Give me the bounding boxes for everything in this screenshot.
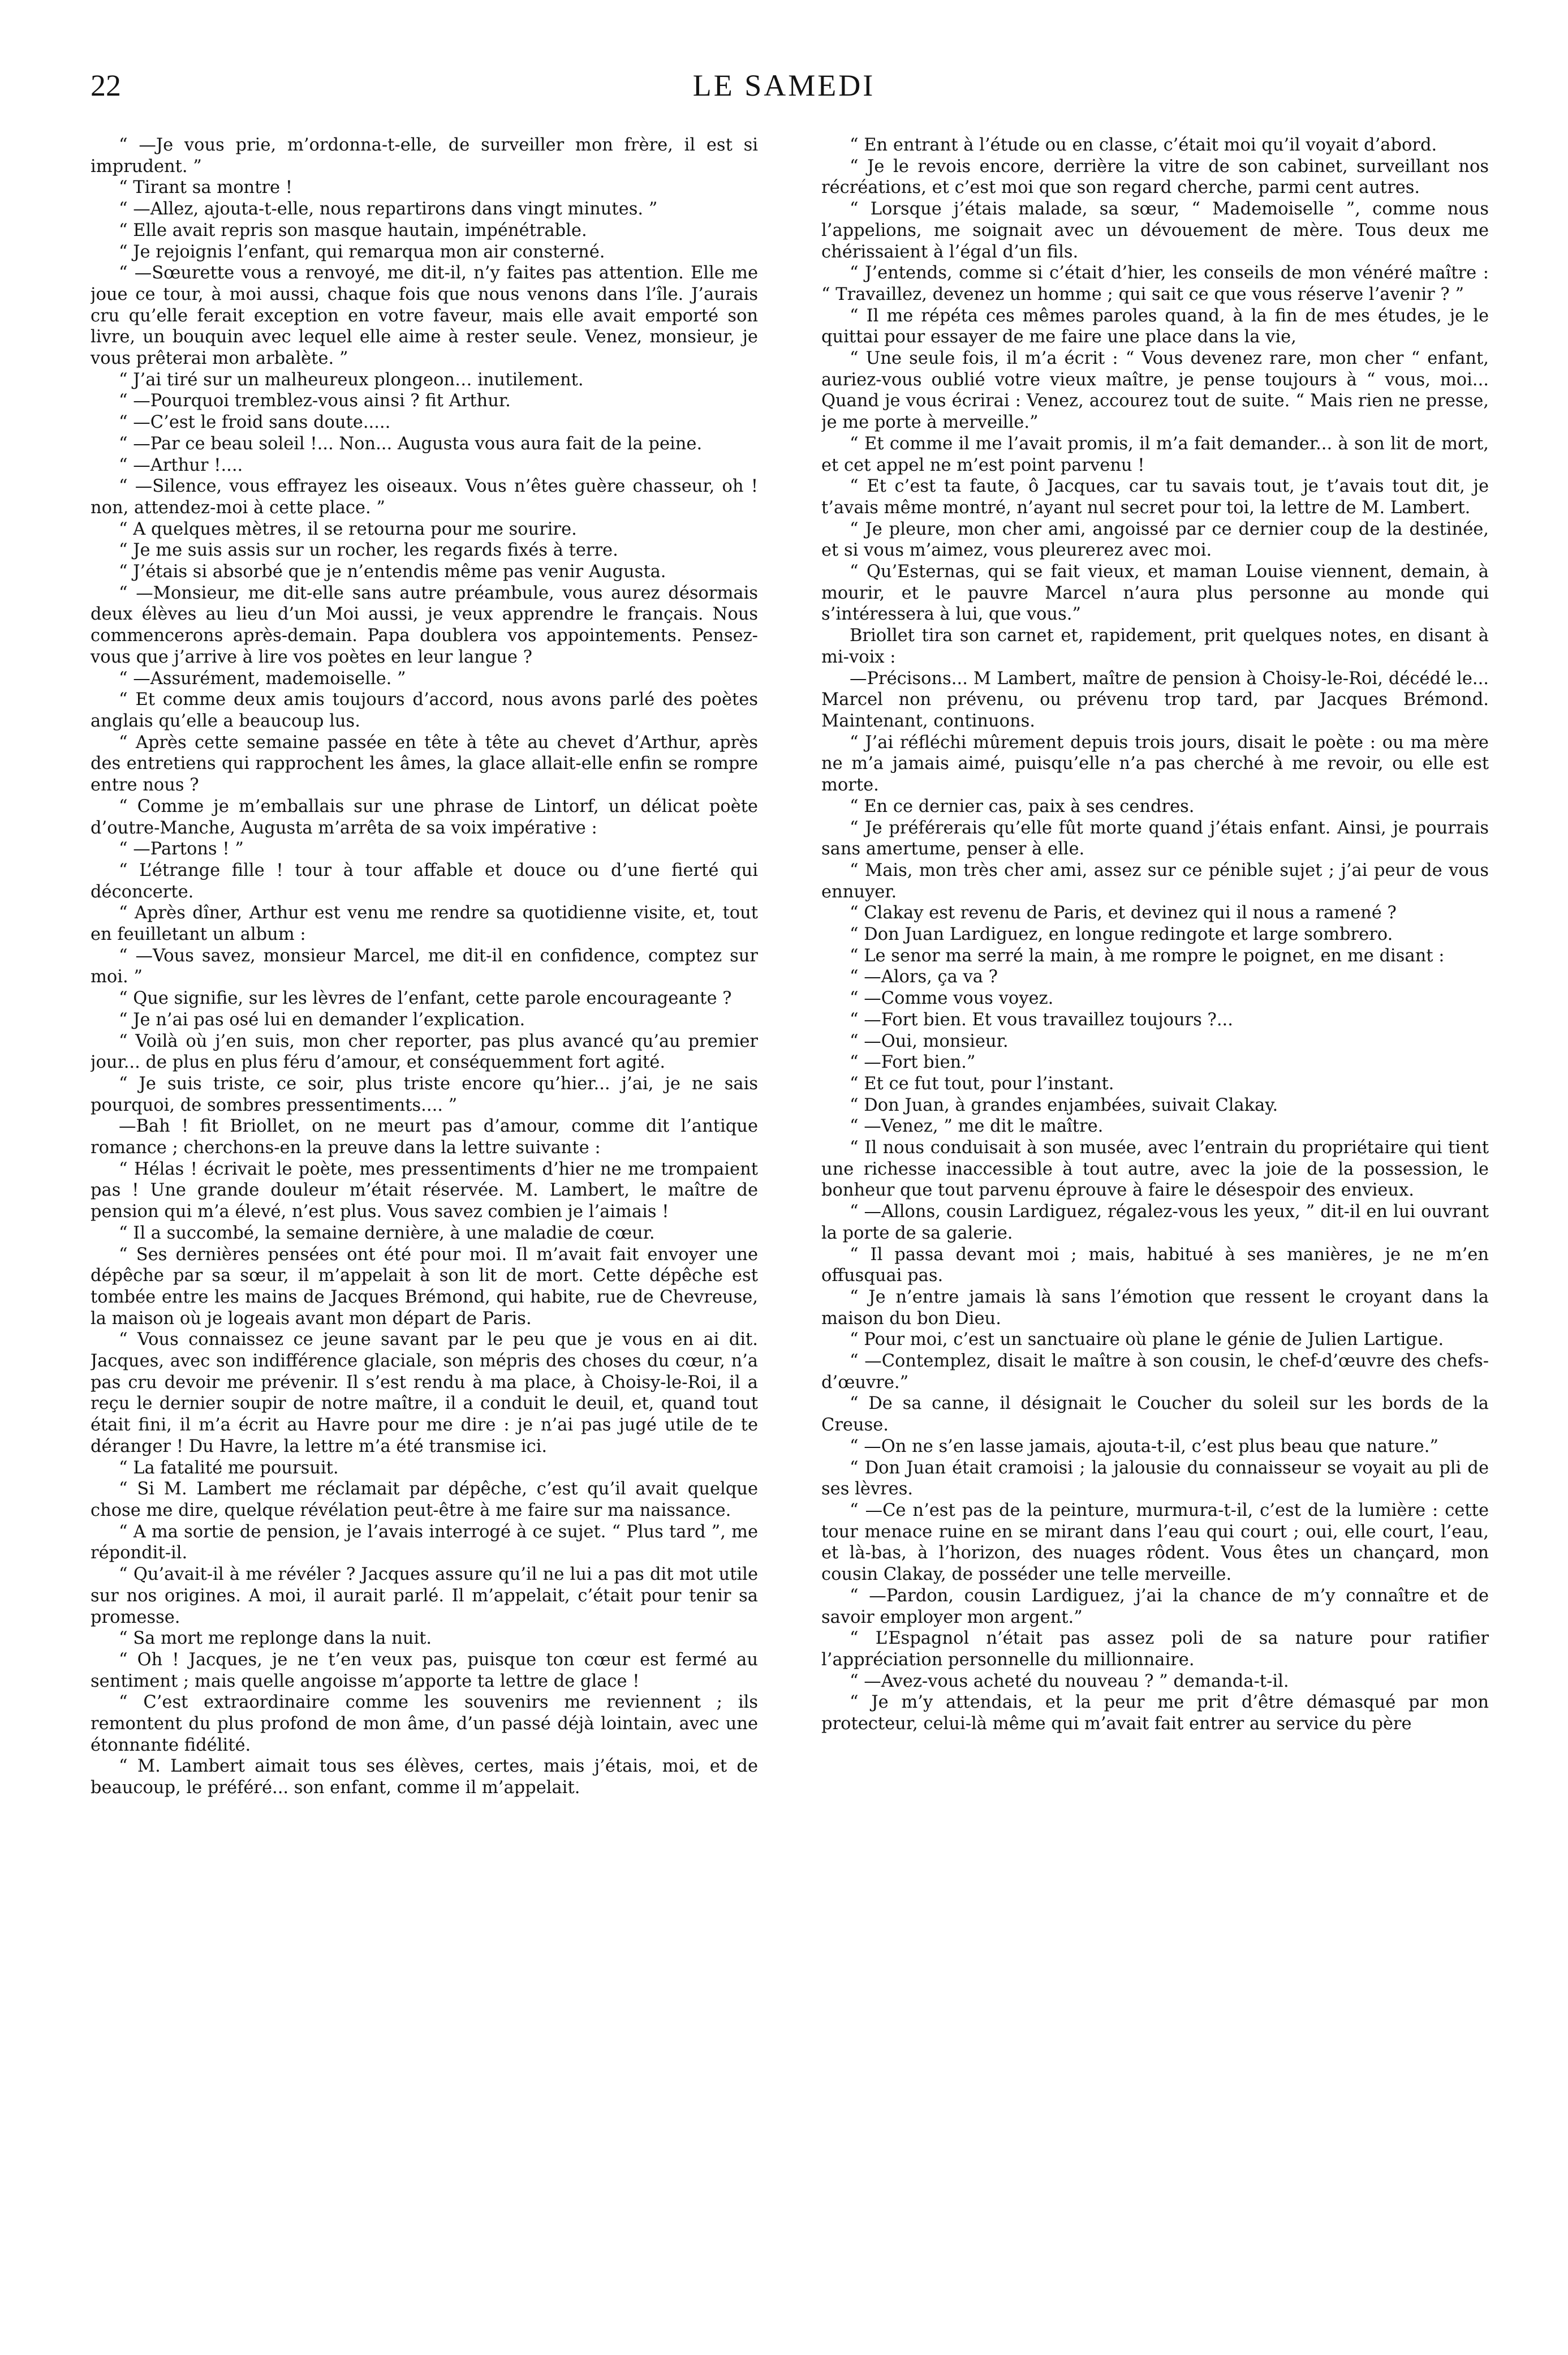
paragraph: “ Il nous conduisait à son musée, avec l’entrain du propriétaire qui tient une richesse inaccessible à tout autre, avec la joie de la possession, le bonheur que tout parvenu éprouve à faire le désespoir des envieux. bbox=[821, 1138, 1489, 1201]
paragraph: Briollet tira son carnet et, rapidement, prit quelques notes, en disant à mi-voix : bbox=[821, 626, 1489, 667]
paragraph: “ Je pleure, mon cher ami, angoissé par ce dernier coup de la destinée, et si vous m’aimez, vous pleurerez avec moi. bbox=[821, 519, 1489, 561]
paragraph: “ Après dîner, Arthur est venu me rendre sa quotidienne visite, et, tout en feuilletant un album : bbox=[91, 903, 758, 945]
paragraph: “ L’Espagnol n’était pas assez poli de sa nature pour ratifier l’appréciation personnelle du millionnaire. bbox=[821, 1628, 1489, 1670]
paragraph: “ Comme je m’emballais sur une phrase de Lintorf, un délicat poète d’outre-Manche, Augusta m’arrêta de sa voix impérative : bbox=[91, 796, 758, 838]
paragraph: “ J’entends, comme si c’était d’hier, les conseils de mon vénéré maître : “ Travaillez, devenez un homme ; qui sait ce que vous réserve l’avenir ? ” bbox=[821, 263, 1489, 304]
paragraph: “ Je préférerais qu’elle fût morte quand j’étais enfant. Ainsi, je pourrais sans amertume, penser à elle. bbox=[821, 818, 1489, 860]
paragraph: “ —Silence, vous effrayez les oiseaux. Vous n’êtes guère chasseur, oh ! non, attendez-moi à cette place. ” bbox=[91, 476, 758, 518]
paragraph: “ Et ce fut tout, pour l’instant. bbox=[850, 1073, 1114, 1094]
paragraph: “ Et comme deux amis toujours d’accord, nous avons parlé des poètes anglais qu’elle a beaucoup lus. bbox=[91, 690, 758, 731]
paragraph: “ A ma sortie de pension, je l’avais interrogé à ce sujet. “ Plus tard ”, me répondit-il. bbox=[91, 1522, 758, 1563]
paragraph: “ Après cette semaine passée en tête à tête au chevet d’Arthur, après des entretiens qui rapprochent les âmes, la glace allait-elle enfin se rompre entre nous ? bbox=[91, 732, 758, 796]
paragraph: “ Oh ! Jacques, je ne t’en veux pas, puisque ton cœur est fermé au sentiment ; mais quelle angoisse m’apporte ta lettre de glace ! bbox=[91, 1649, 758, 1691]
paragraph: “ Elle avait repris son masque hautain, impénétrable. bbox=[119, 220, 587, 240]
paragraph: —Bah ! fit Briollet, on ne meurt pas d’amour, comme dit l’antique romance ; cherchons-en la preuve dans la lettre suivante : bbox=[91, 1116, 758, 1158]
paragraph: “ En ce dernier cas, paix à ses cendres. bbox=[850, 796, 1195, 816]
paragraph: “ Je me suis assis sur un rocher, les regards fixés à terre. bbox=[119, 540, 618, 561]
paragraph: “ Et comme il me l’avait promis, il m’a fait demander... à son lit de mort, et cet appel ne m’est point parvenu ! bbox=[821, 433, 1489, 475]
paragraph: “ —Assurément, mademoiselle. ” bbox=[119, 668, 406, 689]
paragraph: “ —Vous savez, monsieur Marcel, me dit-il en confidence, comptez sur moi. ” bbox=[91, 946, 758, 987]
paragraph: “ —Sœurette vous a renvoyé, me dit-il, n’y faites pas attention. Elle me joue ce tour, à moi aussi, chaque fois que nous venons dans l’île. J’aurais cru qu’elle ferait exception en votre faveur, mais elle avait emporté son livre, un bouquin avec lequel elle aime à rester seule. Venez, monsieur, je vous prêterai mon arbalète. ” bbox=[91, 263, 758, 369]
paragraph: “ J’ai tiré sur un malheureux plongeon… inutilement. bbox=[119, 369, 584, 390]
right-column bbox=[821, 135, 1489, 2319]
paragraph: “ —Pourquoi tremblez-vous ainsi ? fit Arthur. bbox=[119, 391, 511, 411]
paragraph: “ Il passa devant moi ; mais, habitué à ses manières, je ne m’en offusquai pas. bbox=[821, 1244, 1489, 1286]
paragraph: “ Je suis triste, ce soir, plus triste encore qu’hier... j’ai, je ne sais pourquoi, de sombres pressentiments.... ” bbox=[91, 1073, 758, 1115]
paragraph: “ Une seule fois, il m’a écrit : “ Vous devenez rare, mon cher “ enfant, auriez-vous oublié votre vieux maître, je pense toujours à “ vous, moi... Quand je vous écrirai : Venez, accourez tout de suite. “ Mais rien ne presse, je me porte à merveille.” bbox=[821, 349, 1489, 433]
paragraph: “ A quelques mètres, il se retourna pour me sourire. bbox=[119, 519, 577, 539]
paragraph: “ —Oui, monsieur. bbox=[850, 1031, 1009, 1051]
paragraph: “ —Partons ! ” bbox=[119, 839, 244, 860]
paragraph: “ Je n’entre jamais là sans l’émotion que ressent le croyant dans la maison du bon Dieu. bbox=[821, 1287, 1489, 1329]
paragraph: “ Tirant sa montre ! bbox=[119, 178, 293, 198]
paragraph: “ Et c’est ta faute, ô Jacques, car tu savais tout, je t’avais tout dit, je t’avais même montré, n’ayant nul secret pour toi, la lettre de M. Lambert. bbox=[821, 476, 1489, 518]
paragraph: “ Mais, mon très cher ami, assez sur ce pénible sujet ; j’ai peur de vous ennuyer. bbox=[821, 860, 1489, 902]
paragraph: “ De sa canne, il désignait le Coucher du soleil sur les bords de la Creuse. bbox=[821, 1394, 1489, 1436]
paragraph: “ Qu’avait-il à me révéler ? Jacques assure qu’il ne lui a pas dit mot utile sur nos origines. A moi, il aurait parlé. Il m’appelait, c’était pour tenir sa promesse. bbox=[91, 1565, 758, 1627]
paragraph: “ Le senor ma serré la main, à me rompre le poignet, en me disant : bbox=[850, 946, 1445, 966]
paragraph: “ Que signifie, sur les lèvres de l’enfant, cette parole encourageante ? bbox=[119, 989, 732, 1009]
paragraph: “ —Arthur !.... bbox=[119, 455, 243, 475]
paragraph: “ Il a succombé, la semaine dernière, à une maladie de cœur. bbox=[119, 1223, 655, 1243]
paragraph: “ —Pardon, cousin Lardiguez, j’ai la chance de m’y connaître et de savoir employer mon argent.” bbox=[821, 1585, 1489, 1627]
left-column bbox=[91, 135, 758, 2319]
paragraph: “ Qu’Esternas, qui se fait vieux, et maman Louise viennent, demain, à mourir, et le pauvre Marcel n’aura plus personne au monde qui s’intéressera à lui, que vous.” bbox=[821, 562, 1489, 625]
paragraph: “ Vous connaissez ce jeune savant par le peu que je vous en ai dit. Jacques, avec son indifférence glaciale, son mépris des choses du cœur, n’a pas cru devoir me prévenir. Il s’est rendu à ma place, à Choisy-le-Roi, il a reçu le dernier soupir de notre maître, il a conduit le deuil, et, quand tout était fini, il m’a écrit au Havre pour me dire : je n’ai pas jugé utile de te déranger ! Du Havre, la lettre m’a été transmise ici. bbox=[91, 1330, 758, 1456]
paragraph: “ Ses dernières pensées ont été pour moi. Il m’avait fait envoyer une dépêche par sa sœur, il m’appelait à son lit de mort. Cette dépêche est tombée entre les mains de Jacques Brémond, qui habite, rue de Chevreuse, la maison où je logeais avant mon départ de Paris. bbox=[91, 1244, 758, 1329]
paragraph: “ Je m’y attendais, et la peur me prit d’être démasqué par mon protecteur, celui-là même qui m’avait fait entrer au service du père bbox=[821, 1692, 1489, 1734]
paragraph: “ —Je vous prie, m’ordonna-t-elle, de surveiller mon frère, il est si imprudent. ” bbox=[91, 135, 758, 177]
paragraph: “ —Avez-vous acheté du nouveau ? ” demanda-t-il. bbox=[850, 1671, 1289, 1691]
paragraph: “ Voilà où j’en suis, mon cher reporter, pas plus avancé qu’au premier jour... de plus en plus féru d’amour, et conséquemment fort agité. bbox=[91, 1031, 758, 1073]
paragraph: “ M. Lambert aimait tous ses élèves, certes, mais j’étais, moi, et de beaucoup, le préféré... son enfant, comme il m’appelait. bbox=[91, 1756, 758, 1798]
paragraph: “ —Fort bien. Et vous travaillez toujours ?... bbox=[850, 1009, 1233, 1030]
paragraph: “ J’étais si absorbé que je n’entendis même pas venir Augusta. bbox=[119, 562, 666, 582]
paragraph: “ Hélas ! écrivait le poète, mes pressentiments d’hier ne me trompaient pas ! Une grande douleur m’était réservée. M. Lambert, le maître de pension qui m’a élevé, n’est plus. Vous savez combien je l’aimais ! bbox=[91, 1159, 758, 1222]
page-number: 22 bbox=[91, 68, 121, 102]
paragraph: “ —Monsieur, me dit-elle sans autre préambule, vous aurez désormais deux élèves au lieu d’un Moi aussi, je veux apprendre le français. Nous commencerons après-demain. Papa doublera vos appointements. Pensez-vous que j’arrive à lire vos poètes en leur langue ? bbox=[91, 583, 758, 667]
paragraph: “ —Par ce beau soleil !... Non... Augusta vous aura fait de la peine. bbox=[119, 433, 703, 454]
paragraph: “ Don Juan, à grandes enjambées, suivait Clakay. bbox=[850, 1095, 1278, 1115]
paragraph: “ —Ce n’est pas de la peinture, murmura-t-il, c’est de la lumière : cette tour menace ruine en se mirant dans l’eau qui court ; oui, elle court, l’eau, et là-bas, à l’horizon, des nuages rôdent. Vous êtes un chançard, mon cousin Clakay, de posséder une telle merveille. bbox=[821, 1501, 1489, 1585]
paragraph: “ Si M. Lambert me réclamait par dépêche, c’est qu’il avait quelque chose me dire, quelque révélation peut-être à me faire sur ma naissance. bbox=[91, 1479, 758, 1520]
paragraph: “ —On ne s’en lasse jamais, ajouta-t-il, c’est plus beau que nature.” bbox=[850, 1436, 1438, 1456]
paragraph: “ Don Juan Lardiguez, en longue redingote et large sombrero. bbox=[850, 925, 1393, 945]
paragraph: “ —Allez, ajouta-t-elle, nous repartirons dans vingt minutes. ” bbox=[119, 199, 658, 220]
paragraph: “ En entrant à l’étude ou en classe, c’était moi qu’il voyait d’abord. bbox=[850, 135, 1437, 155]
paragraph: “ —Alors, ça va ? bbox=[850, 967, 998, 987]
paragraph: —Précisons... M Lambert, maître de pension à Choisy-le-Roi, décédé le... Marcel non prévenu, ou prévenu trop tard, par Jacques Brémond. Maintenant, continuons. bbox=[821, 668, 1489, 731]
paragraph: “ Il me répéta ces mêmes paroles quand, à la fin de mes études, je le quittai pour essayer de me faire une place dans la vie, bbox=[821, 306, 1489, 347]
paragraph: “ Je le revois encore, derrière la vitre de son cabinet, surveillant nos récréations, et c’est moi que son regard cherche, parmi cent autres. bbox=[821, 156, 1489, 198]
paragraph: “ —Comme vous voyez. bbox=[850, 989, 1054, 1009]
paragraph: “ —Venez, ” me dit le maître. bbox=[850, 1116, 1104, 1137]
paragraph: “ Don Juan était cramoisi ; la jalousie du connaisseur se voyait au pli de ses lèvres. bbox=[821, 1458, 1489, 1499]
paragraph: “ Lorsque j’étais malade, sa sœur, “ Mademoiselle ”, comme nous l’appelions, me soignait avec un dévouement de mère. Tous deux me chérissaient à l’égal d’un fils. bbox=[821, 199, 1489, 262]
paragraph: “ —Fort bien.” bbox=[850, 1052, 976, 1073]
paragraph: “ La fatalité me poursuit. bbox=[119, 1458, 339, 1478]
paragraph: “ Je n’ai pas osé lui en demander l’explication. bbox=[119, 1009, 525, 1030]
running-title: LE SAMEDI bbox=[692, 68, 876, 102]
paragraph: “ —Contemplez, disait le maître à son cousin, le chef-d’œuvre des chefs-d’œuvre.” bbox=[821, 1351, 1489, 1393]
paragraph: “ —C’est le froid sans doute..... bbox=[119, 412, 391, 433]
paragraph: “ C’est extraordinaire comme les souvenirs me reviennent ; ils remontent du plus profond de mon âme, d’un passé déjà lointain, avec une étonnante fidélité. bbox=[91, 1692, 758, 1755]
paragraph: “ Pour moi, c’est un sanctuaire où plane le génie de Julien Lartigue. bbox=[850, 1330, 1444, 1350]
paragraph: “ Clakay est revenu de Paris, et devinez qui il nous a ramené ? bbox=[850, 903, 1397, 923]
paragraph: “ —Allons, cousin Lardiguez, régalez-vous les yeux, ” dit-il en lui ouvrant la porte de sa galerie. bbox=[821, 1202, 1489, 1243]
paragraph: “ Je rejoignis l’enfant, qui remarqua mon air consterné. bbox=[119, 242, 605, 262]
page-header bbox=[68, 68, 1500, 108]
paragraph: “ J’ai réfléchi mûrement depuis trois jours, disait le poète : ou ma mère ne m’a jamais aimé, puisqu’elle n’a pas cherché à me revoir, ou elle est morte. bbox=[821, 732, 1489, 796]
paragraph: “ Sa mort me replonge dans la nuit. bbox=[119, 1628, 432, 1649]
paragraph: “ L’étrange fille ! tour à tour affable et douce ou d’une fierté qui déconcerte. bbox=[91, 860, 758, 902]
